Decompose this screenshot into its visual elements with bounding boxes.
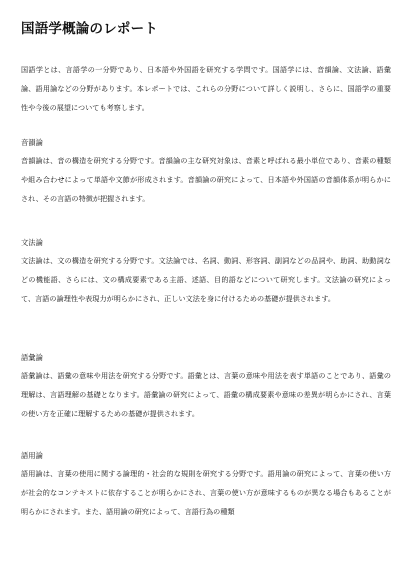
section-heading: 語用論 (21, 451, 43, 460)
section-body: 文法論は、文の構造を研究する分野です。文法論では、名詞、動詞、形容詞、副詞などの品詞や、助詞、助動詞などの機能語、さらには、文の構成要素である主語、述語、目的語などについて研究します。文法論の研究によって、言語の論理性や表現力が明らかにされ、正しい文法を身に付けるための基礎が提供されます。 (21, 256, 391, 304)
intro-paragraph: 国語学とは、言語学の一分野であり、日本語や外国語を研究する学問です。国語学には、音韻論、文法論、語彙論、語用論などの分野があります。本レポートでは、これらの分野について詳しく説明し、さらに、国語学の重要性や今後の展望についても考察します。 (21, 65, 391, 113)
section-heading: 語彙論 (21, 353, 43, 362)
section-body: 音韻論は、音の構造を研究する分野です。音韻論の主な研究対象は、音素と呼ばれる最小単位であり、音素の種類や組み合わせによって単語や文節が形成されます。音韻論の研究によって、日本語や外国語の音韻体系が明らかにされ、その言語の特徴が把握されます。 (21, 156, 391, 204)
document-title: 国語学概論のレポート (21, 21, 158, 37)
section-body: 語用論は、言葉の使用に関する論理的・社会的な規則を研究する分野です。語用論の研究によって、言葉の使い方が社会的なコンテキストに依存することが明らかにされ、言葉の使い方が意味するものが異なる場合もあることが明らかにされます。また、語用論の研究によって、言語行為の種類 (21, 469, 391, 517)
section-body: 語彙論は、語彙の意味や用法を研究する分野です。語彙とは、言葉の意味や用法を表す単語のことであり、語彙の理解は、言語理解の基礎となります。語彙論の研究によって、語彙の構成要素や意味の差異が明らかにされ、言葉の使い方を正確に理解するための基礎が提供されます。 (21, 371, 391, 419)
section-heading: 文法論 (21, 238, 43, 247)
section-heading: 音韻論 (21, 138, 43, 147)
